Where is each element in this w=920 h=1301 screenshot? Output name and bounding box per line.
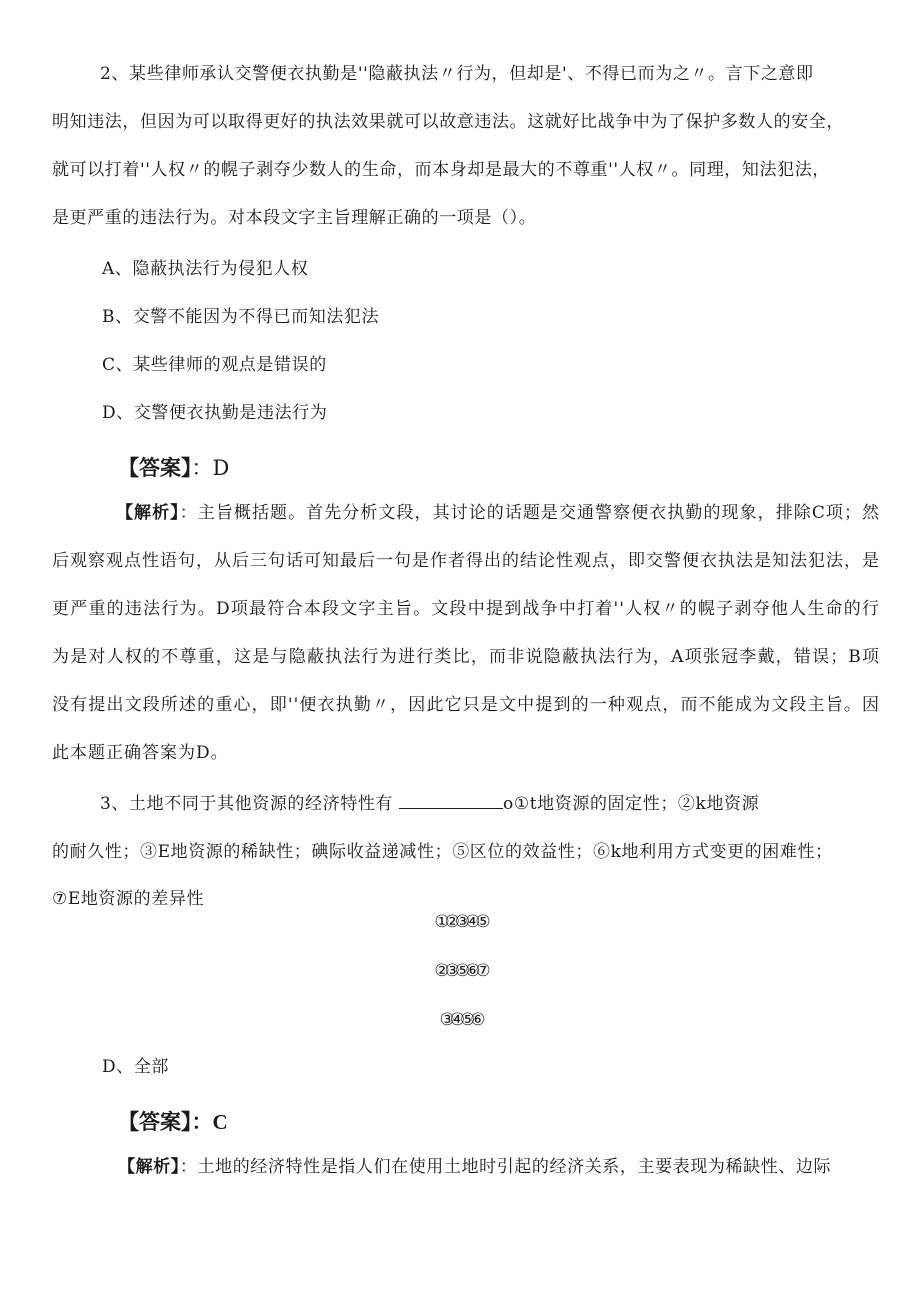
q3-answer: [118, 1106, 228, 1136]
q2-answer-value: ：D: [191, 456, 230, 480]
q3-answer-value: ：C: [191, 1110, 228, 1134]
q3-answer-label: 【答案】: [118, 1110, 192, 1134]
q2-option-c: C、某些律师的观点是错误的: [102, 355, 327, 375]
q2-analysis-label: 【解析】: [116, 503, 180, 523]
q2-option-a: A、隐蔽执法行为侵犯人权: [102, 259, 309, 279]
q2-answer: [118, 452, 229, 482]
q3-stem-text-a: 3、土地不同于其他资源的经济特性有: [100, 794, 394, 814]
q2-stem-line-1: 2、某些律师承认交警便衣执勤是''隐蔽执法〃行为，但却是'、不得已而为之〃。言下之意即: [100, 64, 814, 84]
q3-analysis: [118, 1155, 831, 1179]
q2-analysis-text: ：主旨概括题。首先分析文段，其讨论的话题是交通警察便衣执勤的现象，排除C项；然后观察观点性语句，从后三句话可知最后一句是作者得出的结论性观点，即交警便衣执法是知法犯法，是更严重的违法行为。D项最符合本段文字主旨。文段中提到战争中打着''人权〃的幌子剥夺他人生命的行为是对人权的不尊重，这是与隐蔽执法行为进行类比，而非说隐蔽执法行为，A项张冠李戴，错误；B项没有提出文段所述的重心，即''便衣执勤〃，因此它只是文中提到的一种观点，而不能成为文段主旨。因此本题正确答案为D。: [52, 503, 881, 763]
q3-option-c: ③④⑤⑥: [439, 1010, 481, 1030]
q2-option-d: D、交警便衣执勤是违法行为: [102, 403, 328, 423]
q3-option-d: D、全部: [102, 1057, 170, 1077]
q3-stem-line-2: 的耐久性；③E地资源的稀缺性；碘际收益递减性；⑤区位的效益性；⑥k地利用方式变更的困难性；: [52, 842, 833, 862]
q2-answer-label: 【答案】: [118, 456, 192, 480]
q3-analysis-label: 【解析】: [118, 1157, 180, 1177]
q3-option-b: ②③⑤⑥⑦: [434, 961, 486, 981]
q3-option-a: ①②③④⑤: [434, 912, 486, 932]
q2-analysis: [52, 489, 880, 777]
q3-analysis-text: ：土地的经济特性是指人们在使用土地时引起的经济关系，主要表现为稀缺性、边际: [179, 1157, 832, 1177]
q3-stem-text-b: o①t地资源的固定性；②k地资源: [503, 794, 760, 814]
q3-stem-line-3: ⑦E地资源的差异性: [52, 889, 205, 909]
q2-stem-line-2: 明知违法，但因为可以取得更好的执法效果就可以故意违法。这就好比战争中为了保护多数人的安全，: [52, 112, 844, 132]
q3-stem-line-1: [100, 792, 759, 816]
q2-stem-line-3: 就可以打着''人权〃的幌子剥夺少数人的生命，而本身却是最大的不尊重''人权〃。同理，知法犯法，: [52, 160, 830, 180]
q3-answer-blank: [399, 792, 503, 809]
q2-option-b: B、交警不能因为不得已而知法犯法: [102, 307, 380, 327]
q2-stem-line-4: 是更严重的违法行为。对本段文字主旨理解正确的一项是（）。: [52, 208, 537, 228]
